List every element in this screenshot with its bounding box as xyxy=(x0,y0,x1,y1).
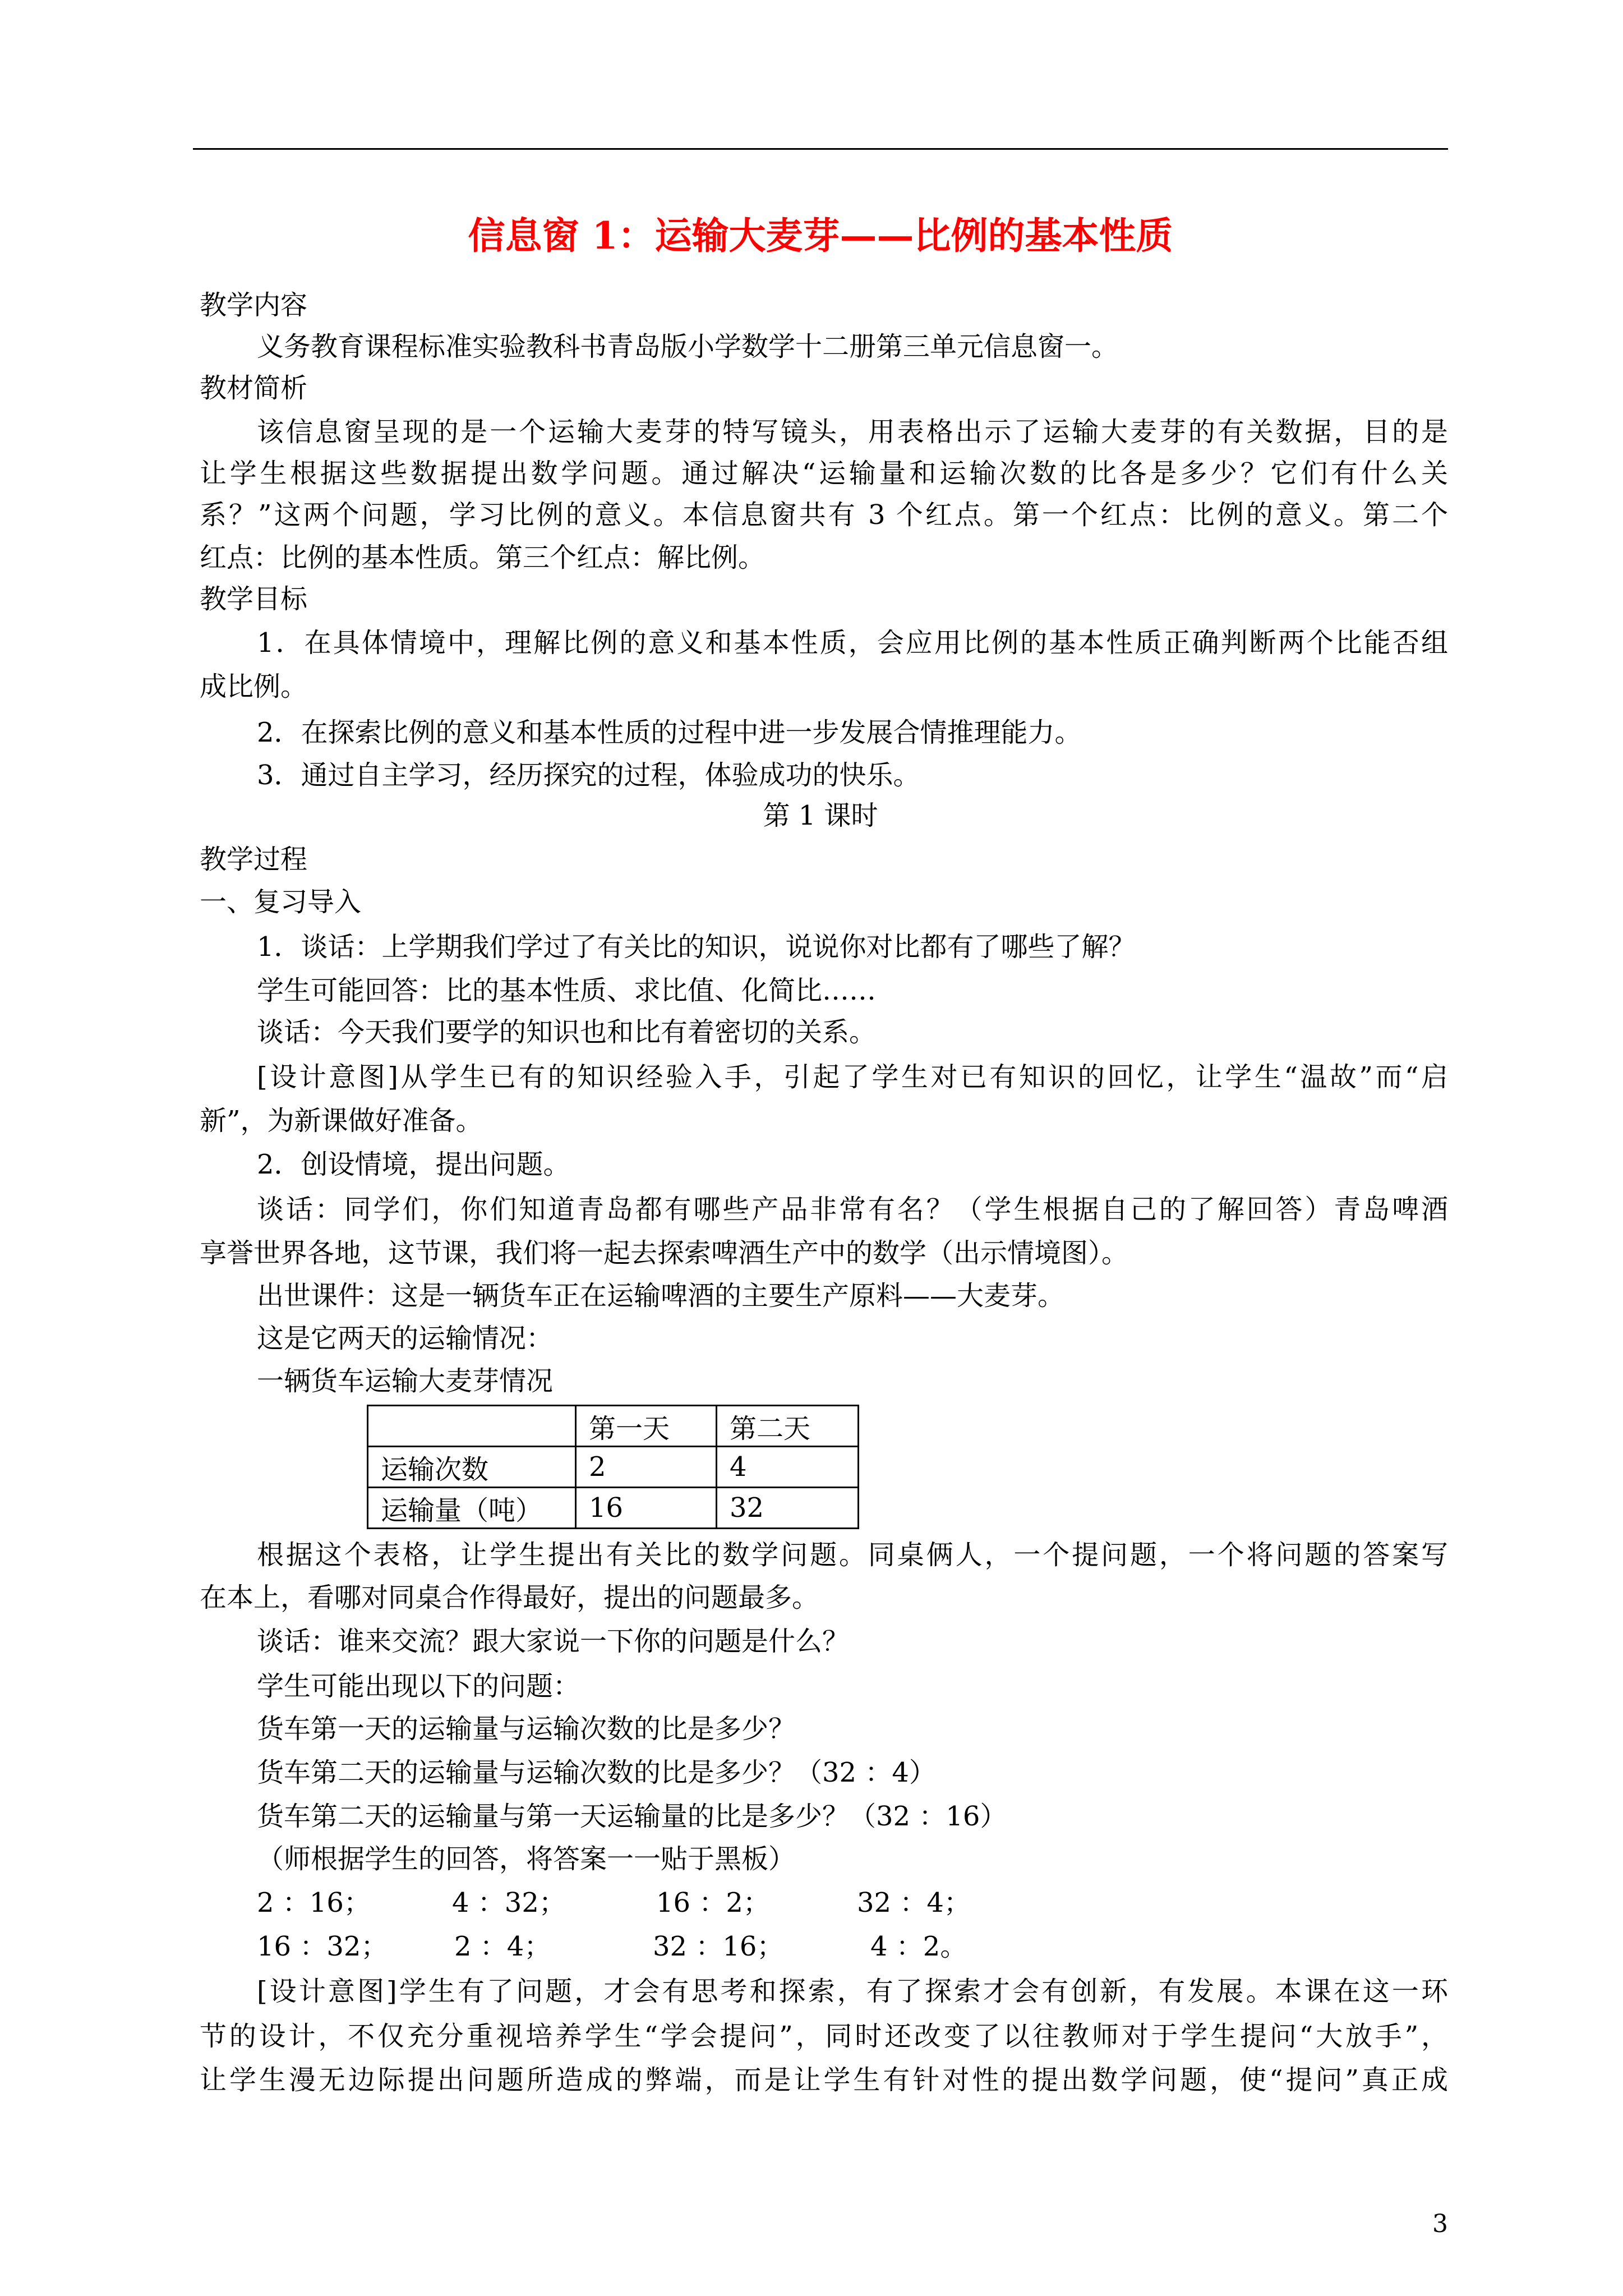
paragraph-line: 1．在具体情境中，理解比例的意义和基本性质，会应用比例的基本性质正确判断两个比能否组 xyxy=(257,627,1448,659)
paragraph-line: 享誉世界各地，这节课，我们将一起去探索啤酒生产中的数学（出示情境图）。 xyxy=(200,1237,1129,1269)
table-header-cell: 第一天 xyxy=(576,1406,717,1447)
paragraph-line: 货车第二天的运输量与运输次数的比是多少？（32 ：4） xyxy=(257,1757,936,1788)
paragraph-line: 节的设计，不仅充分重视培养学生“学会提问”，同时还改变了以往教师对于学生提问“大放手”， xyxy=(200,2021,1448,2052)
table-row xyxy=(368,1488,859,1529)
paragraph-line: 出世课件：这是一辆货车正在运输啤酒的主要生产原料——大麦芽。 xyxy=(257,1280,1065,1312)
section-heading: 教学内容 xyxy=(200,289,308,321)
paragraph-line: 在本上，看哪对同桌合作得最好，提出的问题最多。 xyxy=(200,1582,819,1613)
paragraph-line: 根据这个表格，让学生提出有关比的数学问题。同桌俩人，一个提问题，一个将问题的答案写 xyxy=(257,1539,1448,1571)
transport-table xyxy=(367,1405,859,1529)
paragraph-line: 让学生漫无边际提出问题所造成的弊端，而是让学生有针对性的提出数学问题，使“提问”真正成 xyxy=(200,2064,1448,2096)
paragraph-line: 谈话：同学们，你们知道青岛都有哪些产品非常有名？（学生根据自己的了解回答）青岛啤酒 xyxy=(257,1194,1448,1225)
paragraph-line: 新”，为新课做好准备。 xyxy=(200,1105,483,1137)
paragraph-line: 1．谈话：上学期我们学过了有关比的知识，说说你对比都有了哪些了解？ xyxy=(257,931,1136,963)
paragraph-line: 红点：比例的基本性质。第三个红点：解比例。 xyxy=(200,542,766,573)
table-header-cell xyxy=(368,1406,576,1447)
ratio-item: 32 ：4； xyxy=(857,1887,971,1918)
paragraph-line: 学生可能回答：比的基本性质、求比值、化简比…… xyxy=(257,975,877,1006)
paragraph-line: 这是它两天的运输情况： xyxy=(257,1323,554,1354)
ratio-item: 32 ：16； xyxy=(653,1931,784,1962)
section-heading: 教学目标 xyxy=(200,583,308,615)
table-cell: 运输量（吨） xyxy=(368,1488,576,1529)
page-number: 3 xyxy=(1432,2210,1448,2238)
table-caption: 一辆货车运输大麦芽情况 xyxy=(257,1365,554,1397)
paragraph-line: 让学生根据这些数据提出数学问题。通过解决“运输量和运输次数的比各是多少？它们有什么关 xyxy=(200,458,1448,489)
section-heading: 教材简析 xyxy=(200,372,308,404)
paragraph-line: 货车第二天的运输量与第一天运输量的比是多少？（32 ：16） xyxy=(257,1801,1007,1832)
table-cell: 2 xyxy=(576,1447,717,1488)
table-cell: 4 xyxy=(717,1447,859,1488)
paragraph-line: 3．通过自主学习，经历探究的过程，体验成功的快乐。 xyxy=(257,760,920,791)
paragraph-line: 学生可能出现以下的问题： xyxy=(257,1671,580,1702)
paragraph-line: 成比例。 xyxy=(200,671,308,702)
ratio-item: 16 ：32； xyxy=(257,1931,388,1962)
ratio-item: 2 ：4； xyxy=(454,1931,551,1962)
table-cell: 16 xyxy=(576,1488,717,1529)
table-row xyxy=(368,1447,859,1488)
ratio-item: 4 ：2。 xyxy=(870,1931,967,1962)
table-header-cell: 第二天 xyxy=(717,1406,859,1447)
page-title: 信息窗 1：运输大麦芽——比例的基本性质 xyxy=(468,214,1173,257)
table-cell: 32 xyxy=(717,1488,859,1529)
paragraph-line: [设计意图]从学生已有的知识经验入手，引起了学生对已有知识的回忆，让学生“温故”而“启 xyxy=(257,1061,1448,1093)
ratio-item: 4 ：32； xyxy=(452,1887,566,1918)
paragraph-line: 系？”这两个问题，学习比例的意义。本信息窗共有 3 个红点。第一个红点：比例的意义。第二个 xyxy=(200,499,1448,531)
section-heading: 教学过程 xyxy=(200,844,308,875)
paragraph-line: 该信息窗呈现的是一个运输大麦芽的特写镜头，用表格出示了运输大麦芽的有关数据，目的是 xyxy=(257,416,1448,448)
paragraph-line: （师根据学生的回答，将答案一一贴于黑板） xyxy=(257,1843,796,1875)
ratio-item: 2 ：16； xyxy=(257,1887,371,1918)
header-rule xyxy=(193,148,1448,150)
section-heading: 一、复习导入 xyxy=(200,886,362,918)
paragraph-line: 2．在探索比例的意义和基本性质的过程中进一步发展合情推理能力。 xyxy=(257,717,1082,748)
paragraph-line: 义务教育课程标准实验教科书青岛版小学数学十二册第三单元信息窗一。 xyxy=(257,331,1119,362)
paragraph-line: 谈话：谁来交流？跟大家说一下你的问题是什么？ xyxy=(257,1626,850,1657)
lesson-label: 第 1 课时 xyxy=(763,800,878,831)
table-cell: 运输次数 xyxy=(368,1447,576,1488)
paragraph-line: 谈话：今天我们要学的知识也和比有着密切的关系。 xyxy=(257,1016,877,1048)
paragraph-line: 货车第一天的运输量与运输次数的比是多少？ xyxy=(257,1713,796,1745)
paragraph-line: 2．创设情境，提出问题。 xyxy=(257,1149,570,1180)
ratio-item: 16 ：2； xyxy=(656,1887,770,1918)
table-header-row xyxy=(368,1406,859,1447)
paragraph-line: [设计意图]学生有了问题，才会有思考和探索，有了探索才会有创新，有发展。本课在这一环 xyxy=(257,1976,1448,2007)
